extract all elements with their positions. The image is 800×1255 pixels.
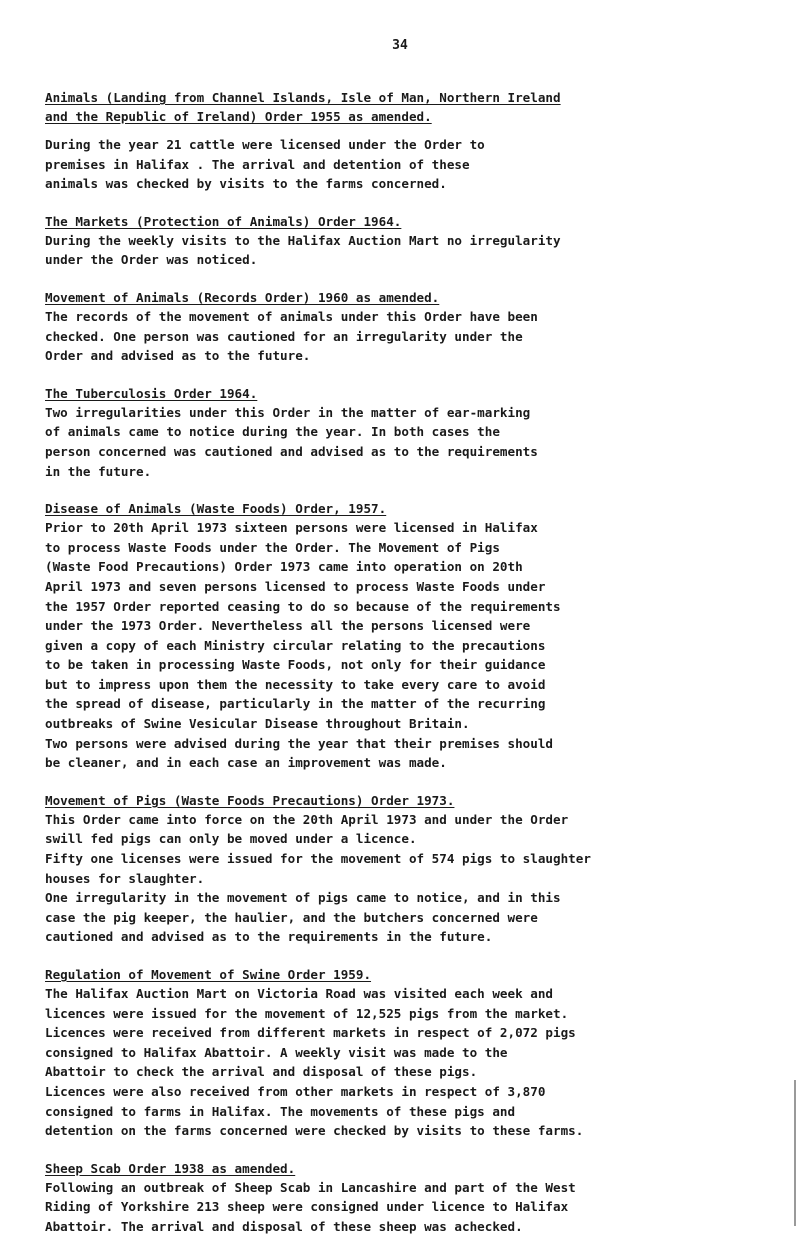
section-paragraph: During the weekly visits to the Halifax Auction Mart no irregularity under the Order was noticed. bbox=[45, 232, 561, 268]
section-heading: Sheep Scab Order 1938 as amended. bbox=[45, 1160, 296, 1176]
section-heading: Disease of Animals (Waste Foods) Order, 1957. bbox=[45, 501, 387, 517]
section-waste-foods bbox=[45, 499, 775, 773]
section-heading: The Markets (Protection of Animals) Order 1964. bbox=[45, 213, 402, 229]
section-paragraph: Following an outbreak of Sheep Scab in Lancashire and part of the West Riding of Yorkshire 213 sheep were consigned under licence to Halifax Abattoir. The arrival and disposal of these sheep was achecked. bbox=[45, 1179, 576, 1234]
section-heading: Animals (Landing from Channel Islands, Isle of Man, Northern Ireland and the Republic of Ireland) Order 1955 as amended. bbox=[45, 90, 561, 124]
section-paragraph: This Order came into force on the 20th April 1973 and under the Order swill fed pigs can only be moved under a licence. Fifty one licenses were issued for the movement of 574 pigs to slaughter houses for slaughter. One irregularity in the movement of pigs came to notice, and in this case the pig keeper, the haulier, and the butchers concerned were cautioned and advised as to the requirements in the future. bbox=[45, 811, 591, 945]
section-paragraph: During the year 21 cattle were licensed under the Order to premises in Halifax . The arrival and detention of these animals was checked by visits to the farms concerned. bbox=[45, 137, 485, 192]
section-tuberculosis bbox=[45, 384, 775, 481]
section-heading: Movement of Animals (Records Order) 1960 as amended. bbox=[45, 289, 440, 305]
section-heading: Movement of Pigs (Waste Foods Precautions) Order 1973. bbox=[45, 792, 455, 808]
section-animals-landing bbox=[45, 88, 775, 194]
scan-edge-mark bbox=[794, 1080, 796, 1226]
section-sheep-scab bbox=[45, 1159, 775, 1237]
section-movement-records bbox=[45, 288, 775, 366]
section-heading: Regulation of Movement of Swine Order 1959. bbox=[45, 967, 372, 982]
page-number: 34 bbox=[392, 38, 408, 53]
section-movement-pigs bbox=[45, 791, 775, 947]
section-paragraph: The records of the movement of animals under this Order have been checked. One person was cautioned for an irregularity under the Order and advised as to the future. bbox=[45, 308, 538, 364]
section-heading: The Tuberculosis Order 1964. bbox=[45, 385, 258, 401]
document-body bbox=[45, 88, 775, 1255]
section-paragraph: The Halifax Auction Mart on Victoria Road was visited each week and licences were issued for the movement of 12,525 pigs from the market. Licences were received from different markets in respect of 2,072 pigs consigned to Halifax Abattoir. A weekly visit was made to the Abattoir to check the arrival and disposal of these pigs. Licences were also received from other markets in respect of 3,870 consigned to farms in Halifax. The movements of these pigs and detention on the farms concerned were checked by visits to these farms. bbox=[45, 986, 584, 1139]
section-swine-regulation bbox=[45, 965, 775, 1141]
section-paragraph: Prior to 20th April 1973 sixteen persons were licensed in Halifax to process Waste Foods under the Order. The Movement of Pigs (Waste Food Precautions) Order 1973 came into operation on 20th April 1973 and seven persons licensed to process Waste Foods under the 1957 Order reported ceasing to do so because of the requirements under the 1973 Order. Nevertheless all the persons licensed were given a copy of each Ministry circular relating to the precautions to be taken in processing Waste Foods, not only for their guidance but to impress upon them the necessity to take every care to avoid the spread of disease, particularly in the matter of the recurring outbreaks of Swine Vesicular Disease throughout Britain. Two persons were advised during the year that their premises should be cleaner, and in each case an improvement was made. bbox=[45, 520, 561, 771]
section-paragraph: Two irregularities under this Order in the matter of ear-marking of animals came to notice during the year. In both cases the person concerned was cautioned and advised as to the requirements in the future. bbox=[45, 404, 538, 479]
section-markets-protection bbox=[45, 212, 775, 270]
